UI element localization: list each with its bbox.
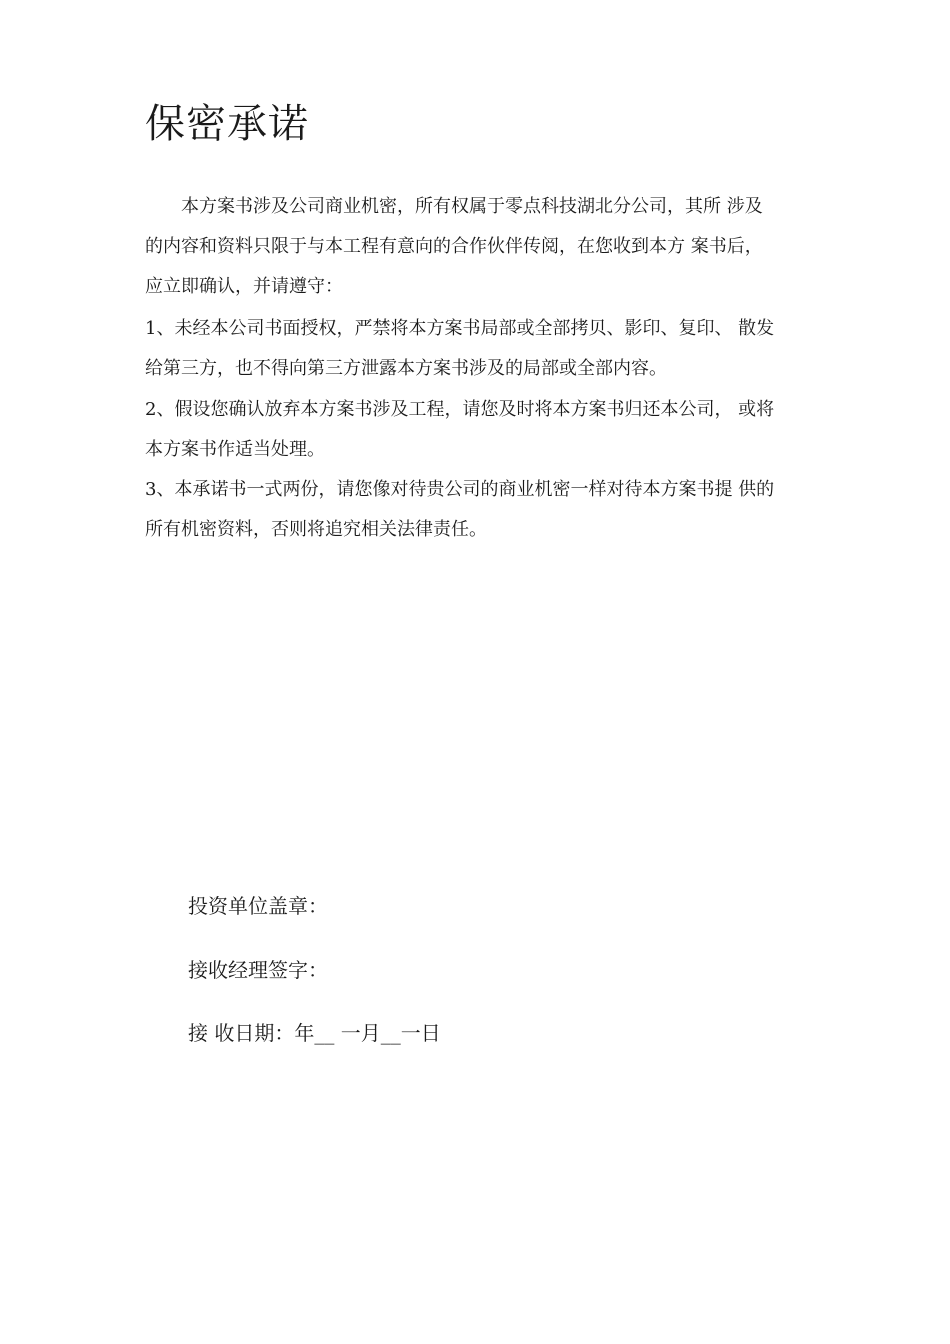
clause-line: 给第三方，也不得向第三方泄露本方案书涉及的局部或全部内容。 xyxy=(145,358,667,379)
clause-1 xyxy=(145,309,817,389)
clause-2 xyxy=(145,390,817,470)
intro-paragraph xyxy=(145,187,817,307)
receive-date-label: 接 收日期：年__ 一月__一日 xyxy=(188,1021,441,1045)
clause-line: 1、未经本公司书面授权，严禁将本方案书局部或全部拷贝、影印、复印、 散发 xyxy=(145,318,775,339)
page-title: 保密承诺 xyxy=(145,101,309,147)
clause-3 xyxy=(145,470,817,550)
company-seal-label: 投资单位盖章： xyxy=(188,894,328,918)
clause-line: 本方案书作适当处理。 xyxy=(145,439,325,460)
clause-line: 所有机密资料，否则将追究相关法律责任。 xyxy=(145,519,487,540)
intro-line: 的内容和资料只限于与本工程有意向的合作伙伴传阅，在您收到本方 案书后， xyxy=(145,236,763,257)
manager-signature-label: 接收经理签字： xyxy=(188,958,328,982)
clause-line: 2、假设您确认放弃本方案书涉及工程，请您及时将本方案书归还本公司， 或将 xyxy=(145,399,775,420)
intro-line: 应立即确认，并请遵守： xyxy=(145,276,343,297)
clause-line: 3、本承诺书一式两份，请您像对待贵公司的商业机密一样对待本方案书提 供的 xyxy=(145,479,775,500)
intro-line: 本方案书涉及公司商业机密，所有权属于零点科技湖北分公司，其所 涉及 xyxy=(145,196,763,217)
